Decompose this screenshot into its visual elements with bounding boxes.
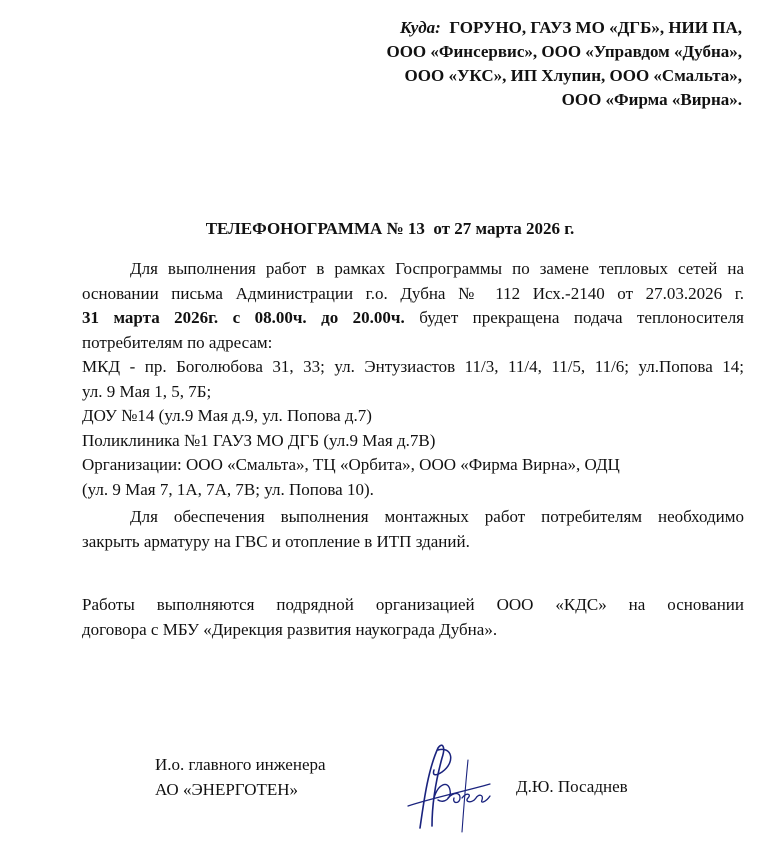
- handwritten-signature: [402, 740, 492, 835]
- instructions-line-1: Для обеспечения выполнения монтажных работ потребителям необходимо: [130, 507, 744, 526]
- notice-body: [82, 257, 744, 502]
- organizations-line-1: Организации: ООО «Смальта», ТЦ «Орбита», ООО «Фирма Вирна», ОДЦ: [82, 455, 620, 474]
- addressee-block: [282, 16, 742, 112]
- contractor-paragraph: [82, 593, 744, 642]
- signatory-position: [155, 752, 326, 802]
- addressee-label: Куда:: [399, 18, 441, 37]
- addressee-line-2: ООО «Финсервис», ООО «Управдом «Дубна»,: [386, 42, 742, 61]
- document-title: ТЕЛЕФОНОГРАММА № 13 от 27 марта 2026 г.: [205, 219, 575, 238]
- notice-line-3: [82, 306, 744, 331]
- notice-line-4: потребителям по адресам:: [82, 332, 273, 352]
- clinic-address: Поликлиника №1 ГАУЗ МО ДГБ (ул.9 Мая д.7В): [82, 430, 436, 450]
- instructions-line-2: закрыть арматуру на ГВС и отопление в ИТП зданий.: [82, 531, 470, 551]
- notice-line-2: основании письма Администрации г.о. Дубна № 112 Исх.-2140 от 27.03.2026 г.: [82, 283, 744, 303]
- instructions-paragraph: [82, 505, 744, 554]
- addressee-text-1: ГОРУНО, ГАУЗ МО «ДГБ», НИИ ПА,: [449, 18, 742, 37]
- dou-address: ДОУ №14 (ул.9 Мая д.9, ул. Попова д.7): [82, 406, 372, 425]
- contractor-line-2: договора с МБУ «Дирекция развития наукограда Дубна».: [82, 619, 498, 639]
- contractor-line-1: Работы выполняются подрядной организацией ООО «КДС» на основании: [82, 595, 744, 614]
- signatory-name: Д.Ю. Посаднев: [516, 777, 628, 796]
- notice-line-3-rest: будет прекращена подача теплоносителя: [419, 308, 744, 327]
- signatory-position-line-1: И.о. главного инженера: [155, 755, 326, 774]
- mkd-addresses-line-1: МКД - пр. Боголюбова 31, 33; ул. Энтузиастов 11/3, 11/4, 11/5, 11/6; ул.Попова 14;: [82, 357, 744, 376]
- organizations-line-2: (ул. 9 Мая 7, 1А, 7А, 7В; ул. Попова 10).: [82, 479, 374, 499]
- outage-period: 31 марта 2026г. с 08.00ч. до 20.00ч.: [82, 308, 405, 327]
- mkd-addresses-line-2: ул. 9 Мая 1, 5, 7Б;: [82, 381, 212, 401]
- notice-line-1: Для выполнения работ в рамках Госпрограммы по замене тепловых сетей на: [130, 259, 744, 278]
- addressee-line-3: ООО «УКС», ИП Хлупин, ООО «Смальта»,: [404, 66, 742, 85]
- addressee-line-4: ООО «Фирма «Вирна».: [561, 90, 742, 109]
- signatory-organization: АО «ЭНЕРГОТЕН»: [155, 780, 299, 799]
- addressee-line-1: [282, 16, 742, 40]
